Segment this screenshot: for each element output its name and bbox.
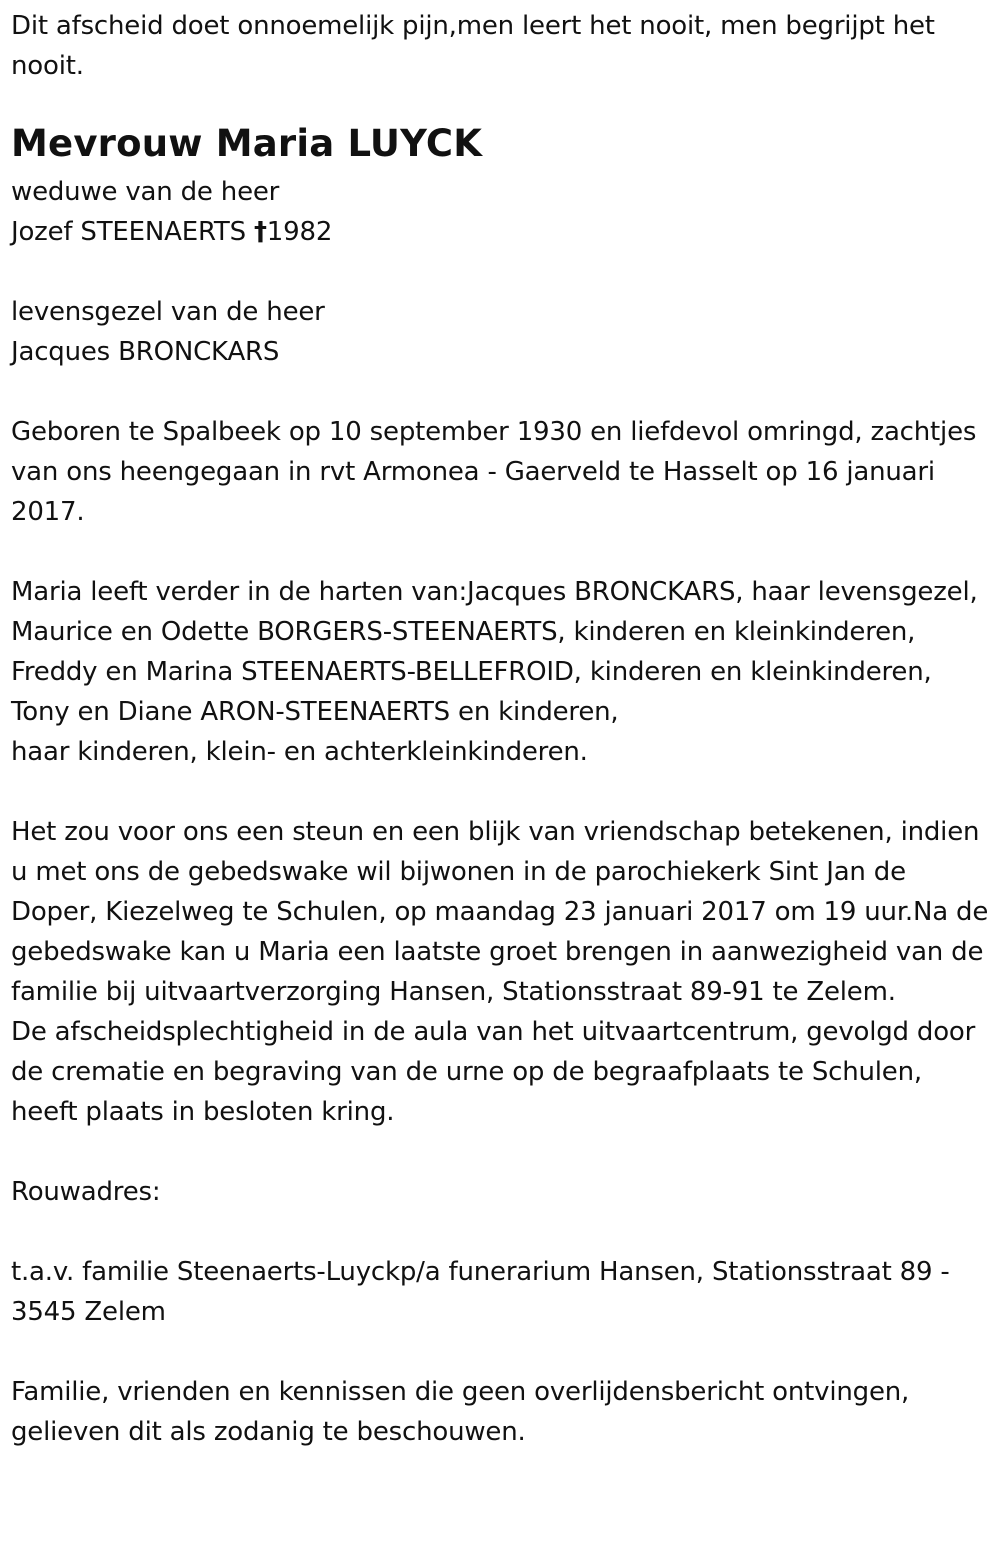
survivor-line: Maria leeft verder in de harten van:Jacques BRONCKARS, haar levensgezel, <box>11 577 978 607</box>
deceased-name: Mevrouw Maria LUYCK <box>11 122 483 165</box>
survivor-line: haar kinderen, klein- en achterkleinkinderen. <box>11 737 588 767</box>
spouse-death-year: 1982 <box>266 217 333 247</box>
ceremony-paragraph: De afscheidsplechtigheid in de aula van het uitvaartcentrum, gevolgd door de crematie en begraving van de urne op de begraafplaats te Schulen, heeft plaats in besloten kring. <box>11 1017 976 1127</box>
partner-line: levensgezel van de heer <box>11 297 325 327</box>
spouse-line <box>11 212 993 252</box>
address-label: Rouwadres: <box>11 1177 161 1207</box>
obituary-document <box>11 6 993 1452</box>
ceremony-paragraph: Het zou voor ons een steun en een blijk van vriendschap betekenen, indien u met ons de gebedswake wil bijwonen in de parochiekerk Sint Jan de Doper, Kiezelweg te Schulen, op maandag 23 januari 2017 om 19 uur.Na de gebedswake kan u Maria een laatste groet brengen in aanwezigheid van de familie bij uitvaartverzorging Hansen, Stationsstraat 89-91 te Zelem. <box>11 817 989 1007</box>
survivor-line: Maurice en Odette BORGERS-STEENAERTS, kinderen en kleinkinderen, <box>11 617 916 647</box>
intro-quote: Dit afscheid doet onnoemelijk pijn,men leert het nooit, men begrijpt het nooit. <box>11 11 935 81</box>
closing-note: Familie, vrienden en kennissen die geen overlijdensbericht ontvingen, gelieven dit als zodanig te beschouwen. <box>11 1377 910 1447</box>
widow-line: weduwe van de heer <box>11 177 280 207</box>
spouse-name: Jozef STEENAERTS <box>11 217 246 247</box>
survivor-line: Tony en Diane ARON-STEENAERTS en kinderen, <box>11 697 619 727</box>
birth-death-paragraph: Geboren te Spalbeek op 10 september 1930 en liefdevol omringd, zachtjes van ons heengegaan in rvt Armonea - Gaerveld te Hasselt op 16 januari 2017. <box>11 417 977 527</box>
partner-name: Jacques BRONCKARS <box>11 337 280 367</box>
cross-icon: † <box>253 217 267 247</box>
survivor-line: Freddy en Marina STEENAERTS-BELLEFROID, kinderen en kleinkinderen, <box>11 657 932 687</box>
mourning-address: t.a.v. familie Steenaerts-Luyckp/a funerarium Hansen, Stationsstraat 89 - 3545 Zelem <box>11 1257 950 1327</box>
